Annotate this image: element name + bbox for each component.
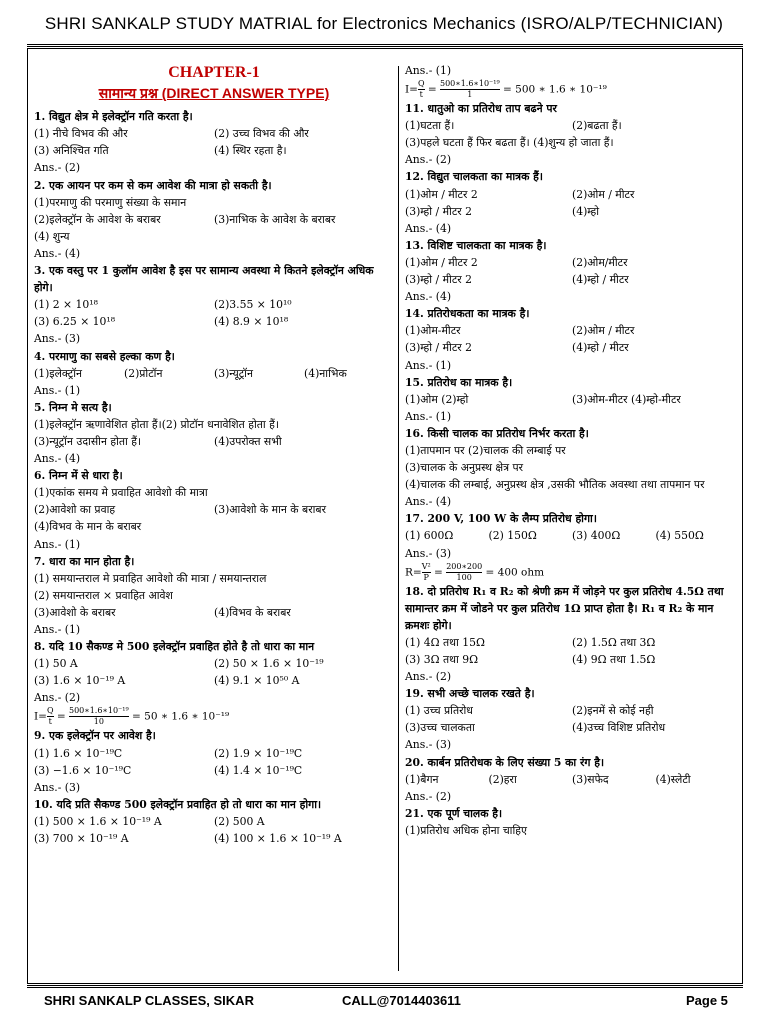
option: (3) अनिश्चित गति	[34, 144, 109, 158]
option: (2)बढता हैं।	[572, 119, 622, 133]
formula-lhs: I=	[34, 710, 47, 723]
answer: Ans.- (4)	[34, 246, 81, 260]
question-10: 10. यदि प्रति सैकण्ड 500 इलेक्ट्रॉन प्रवाहित हो तो धारा का मान होगा।	[34, 797, 322, 811]
option: (3)आवेशो के बराबर	[34, 605, 116, 619]
question-3: 3. एक वस्तु पर 1 कुलॉम आवेश है इस पर सामान्य अवस्था मे कितने इलेक्ट्रॉन अधिक होगे।	[34, 264, 374, 295]
denominator: 1	[467, 90, 473, 100]
answer: Ans.- (2)	[34, 691, 81, 705]
option: (2)ओम / मीटर	[572, 187, 635, 201]
equals: =	[430, 566, 447, 579]
option: (4)नाभिक	[304, 366, 347, 380]
option: (1)ओम-मीटर	[405, 324, 461, 338]
option: (4) 9Ω तथा 1.5Ω	[572, 653, 656, 666]
header-rule	[27, 44, 743, 47]
option: (1)इलेक्ट्रॉन ऋणावेशित होता हैं।(2) प्रोटॉन धनावेशित होता हैं।	[34, 417, 279, 431]
option: (4)चालक की लम्बाई, अनुप्रस्थ क्षेत्र ,उसकी भौतिक अवस्था तथा तापमान पर	[405, 478, 705, 492]
footer-rule	[27, 985, 743, 988]
option: (4)म्हो	[572, 204, 600, 218]
option: (4)उपरोक्त सभी	[214, 434, 282, 448]
option: (3)म्हो / मीटर 2	[405, 204, 472, 218]
option: (1) 2 × 10¹⁸	[34, 298, 98, 312]
option: (1)एकांक समय मे प्रवाहित आवेशो की मात्रा	[34, 486, 208, 500]
option: (2)इलेक्ट्रॉन के आवेश के बराबर	[34, 212, 161, 226]
question-12: 12. विद्युत चालकता का मात्रक हैं।	[405, 170, 543, 184]
option: (2)आवेशो का प्रवाह	[34, 503, 116, 517]
formula-result: = 400 ohm	[482, 566, 545, 579]
denominator: 100	[456, 572, 472, 582]
numerator: 500∗1.6∗10⁻¹⁹	[440, 79, 500, 89]
option: (1)घटता हैं।	[405, 119, 455, 133]
question-6: 6. निम्न में से धारा है।	[34, 469, 123, 483]
option: (1) उच्च प्रतिरोध	[405, 704, 473, 718]
option: (3) 6.25 × 10¹⁸	[34, 315, 116, 329]
question-17: 17. 200 V, 100 W के लैम्प प्रतिरोध होगा।	[405, 512, 597, 526]
denominator: P	[423, 572, 429, 582]
option: (1)तापमान पर (2)चालक की लम्बाई पर	[405, 443, 566, 457]
option: (1)बैगन	[405, 772, 439, 786]
option: (2)3.55 × 10¹⁰	[214, 298, 292, 312]
answer: Ans.- (1)	[405, 409, 452, 423]
denominator: t	[419, 90, 423, 100]
option: (4) 1.4 × 10⁻¹⁹C	[214, 763, 303, 777]
option: (3)म्हो / मीटर 2	[405, 341, 472, 355]
answer: Ans.- (2)	[405, 153, 452, 167]
formula-lhs: I=	[405, 83, 418, 96]
answer: Ans.- (2)	[405, 789, 452, 803]
numerator: 200∗200	[446, 561, 483, 571]
option: (2)ओम / मीटर	[572, 324, 635, 338]
option: (2)ओम/मीटर	[572, 255, 628, 269]
option: (3)चालक के अनुप्रस्थ क्षेत्र पर	[405, 461, 524, 475]
question-9: 9. एक इलेक्ट्रॉन पर आवेश है।	[34, 729, 156, 743]
option: (1) नीचे विभव की और	[34, 127, 128, 141]
option: (3) 1.6 × 10⁻¹⁹ A	[34, 674, 126, 688]
option: (3) 3Ω तथा 9Ω	[405, 653, 479, 666]
equals: =	[53, 710, 69, 723]
option: (3)आवेशो के मान के बराबर	[214, 503, 326, 517]
left-column	[34, 62, 394, 847]
answer: Ans.- (2)	[405, 670, 452, 684]
option: (1)इलेक्ट्रॉन	[34, 366, 83, 380]
question-13: 13. विशिष्ट चालकता का मात्रक है।	[405, 238, 547, 252]
option: (1)प्रतिरोध अधिक होना चाहिए	[405, 823, 527, 837]
option: (4)उच्च विशिष्ट प्रतिरोध	[572, 721, 666, 735]
right-column	[405, 62, 739, 839]
denominator: t	[48, 717, 52, 727]
option: (3)ओम-मीटर (4)म्हो-मीटर	[572, 392, 681, 406]
option: (4) 8.9 × 10¹⁸	[214, 315, 289, 329]
formula-result: = 50 ∗ 1.6 ∗ 10⁻¹⁹	[128, 710, 230, 723]
option: (3)म्हो / मीटर 2	[405, 273, 472, 287]
option: (2)हरा	[488, 772, 517, 786]
footer-institute: SHRI SANKALP CLASSES, SIKAR	[44, 993, 254, 1008]
option: (1)ओम / मीटर 2	[405, 187, 478, 201]
option: (1) 4Ω तथा 15Ω	[405, 635, 485, 649]
answer: Ans.- (4)	[405, 290, 452, 304]
option: (2) 1.9 × 10⁻¹⁹C	[214, 746, 303, 760]
question-16: 16. किसी चालक का प्रतिरोध निर्भर करता है।	[405, 426, 589, 440]
question-19: 19. सभी अच्छे चालक रखते है।	[405, 687, 535, 701]
answer: Ans.- (1)	[405, 64, 452, 77]
option: (4) 550Ω	[655, 529, 704, 543]
option: (1)ओम / मीटर 2	[405, 255, 478, 269]
answer: Ans.- (3)	[34, 332, 81, 346]
option: (2)इनमें से कोई नही	[572, 704, 654, 718]
answer: Ans.- (1)	[34, 537, 81, 551]
option: (2) 1.5Ω तथा 3Ω	[572, 635, 656, 649]
option: (1) 500 × 1.6 × 10⁻¹⁹ A	[34, 814, 162, 828]
numerator: Q	[417, 79, 425, 89]
option: (4) 100 × 1.6 × 10⁻¹⁹ A	[214, 832, 342, 846]
option: (2) उच्च विभव की और	[214, 127, 309, 141]
option: (4)म्हो / मीटर	[572, 273, 629, 287]
question-14: 14. प्रतिरोधकता का मात्रक है।	[405, 307, 530, 321]
column-divider	[398, 66, 399, 971]
formula-current	[405, 79, 739, 100]
option: (2) 500 A	[214, 814, 265, 828]
footer-phone: CALL@7014403611	[342, 993, 461, 1008]
option: (4)म्हो / मीटर	[572, 341, 629, 355]
option: (4) स्थिर रहता है।	[214, 144, 287, 158]
option: (3) 700 × 10⁻¹⁹ A	[34, 832, 129, 846]
option: (3)उच्च चालकता	[405, 721, 475, 735]
section-subtitle: सामान्य प्रश्न (DIRECT ANSWER TYPE)	[98, 85, 330, 102]
option: (4) शुन्य	[34, 229, 70, 243]
fraction	[69, 706, 129, 727]
numerator: Q	[46, 706, 54, 716]
question-20: 20. कार्बन प्रतिरोधक के लिए संख्या 5 का रंग है।	[405, 755, 605, 769]
page-number: Page 5	[686, 993, 728, 1008]
option: (3) 400Ω	[572, 529, 621, 543]
formula-result: = 500 ∗ 1.6 ∗ 10⁻¹⁹	[499, 83, 607, 96]
option: (1)ओम (2)म्हो	[405, 392, 469, 406]
option: (2)प्रोटॉन	[124, 366, 163, 380]
formula-resistance	[405, 562, 739, 583]
fraction	[422, 562, 431, 583]
denominator: 10	[93, 717, 104, 727]
option: (2) 50 × 1.6 × 10⁻¹⁹	[214, 657, 324, 671]
option: (4) 9.1 × 10⁵⁰ A	[214, 674, 300, 688]
question-11: 11. धातुओ का प्रतिरोध ताप बढने पर	[405, 102, 557, 116]
numerator: 500∗1.6∗10⁻¹⁹	[69, 706, 129, 716]
option: (1)परमाणु की परमाणु संख्या के समान	[34, 195, 187, 209]
option: (2) 150Ω	[488, 529, 537, 543]
option: (1) 50 A	[34, 657, 78, 671]
chapter-title: CHAPTER-1	[168, 64, 260, 81]
formula-current	[34, 706, 394, 727]
option: (3)पहले घटता हैं फिर बढता हैं। (4)शुन्य हो जाता हैं।	[405, 136, 614, 150]
question-5: 5. निम्न मे सत्य है।	[34, 400, 112, 414]
option: (3) −1.6 × 10⁻¹⁹C	[34, 763, 132, 777]
question-7: 7. धारा का मान होता है।	[34, 554, 135, 568]
answer: Ans.- (2)	[34, 161, 81, 175]
numerator: V²	[421, 561, 431, 571]
fraction	[446, 562, 482, 583]
answer: Ans.- (1)	[405, 358, 452, 372]
answer: Ans.- (4)	[405, 221, 452, 235]
option: (1) 600Ω	[405, 529, 454, 543]
answer: Ans.- (4)	[34, 452, 81, 466]
question-15: 15. प्रतिरोध का मात्रक है।	[405, 375, 513, 389]
question-21: 21. एक पूर्ण चालक है।	[405, 806, 503, 820]
option: (4)स्लेटी	[655, 772, 691, 786]
answer: Ans.- (3)	[405, 738, 452, 752]
fraction	[440, 79, 500, 100]
option: (2) समयान्तराल × प्रवाहित आवेश	[34, 588, 173, 602]
option: (4)विभव के मान के बराबर	[34, 520, 142, 534]
question-4: 4. परमाणु का सबसे हल्का कण है।	[34, 349, 175, 363]
answer: Ans.- (1)	[34, 623, 81, 636]
option: (3)नाभिक के आवेश के बराबर	[214, 212, 336, 226]
question-18: 18. दो प्रतिरोध R₁ व R₂ को श्रेणी क्रम में जोड़ने पर कुल प्रतिरोध 4.5Ω तथा सामान्तर क्रम में जोडने पर कुल प्रतिरोध 1Ω प्राप्त होता है। R₁ व R₂ के मान क्रमशः होगे।	[405, 584, 724, 632]
option: (3)न्यूट्रॉन उदासीन होता हैं।	[34, 434, 142, 448]
page-header: SHRI SANKALP STUDY MATRIAL for Electronics Mechanics (ISRO/ALP/TECHNICIAN)	[44, 14, 724, 33]
formula-lhs: R=	[405, 566, 422, 579]
question-1: 1. विद्युत क्षेत्र मे इलेक्ट्रॉन गति करता है।	[34, 110, 193, 124]
answer: Ans.- (1)	[34, 383, 81, 397]
option: (4)विभव के बराबर	[214, 605, 291, 619]
question-2: 2. एक आयन पर कम से कम आवेश की मात्रा हो सकती है।	[34, 178, 272, 192]
question-8: 8. यदि 10 सैकण्ड मे 500 इलेक्ट्रॉन प्रवाहित होते है तो धारा का मान	[34, 640, 315, 654]
answer: Ans.- (4)	[405, 495, 452, 509]
answer: Ans.- (3)	[34, 780, 81, 794]
option: (1) समयान्तराल मे प्रवाहित आवेशो की मात्रा / समयान्तराल	[34, 571, 267, 585]
equals: =	[424, 83, 440, 96]
answer: Ans.- (3)	[405, 546, 452, 560]
option: (1) 1.6 × 10⁻¹⁹C	[34, 746, 123, 760]
option: (3)सफेद	[572, 772, 609, 786]
option: (3)न्यूट्रॉन	[214, 366, 253, 380]
